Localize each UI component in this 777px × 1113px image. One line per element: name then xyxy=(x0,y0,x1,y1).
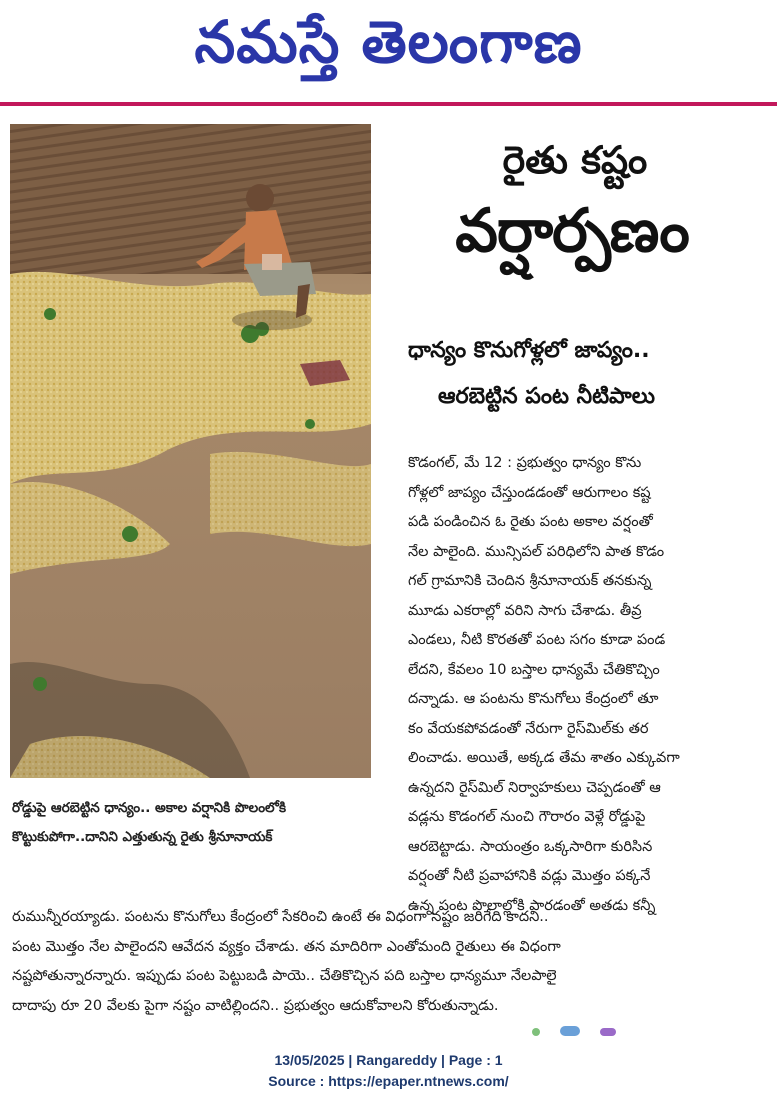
caption-line: రోడ్డుపై ఆరబెట్టిన ధాన్యం.. అకాల వర్షానికి పొలంలోకి xyxy=(12,800,287,816)
article-body-column xyxy=(408,449,763,921)
article-subheadline: ధాన్యం కొనుగోళ్లలో జాప్యం.. xyxy=(408,338,650,363)
edition-info: 13/05/2025 | Rangareddy | Page : 1 xyxy=(274,1052,503,1068)
newspaper-logo: నమస్తే తెలంగాణ xyxy=(194,8,583,76)
body-line: రుమున్నీరయ్యాడు. పంటను కొనుగోలు కేంద్రంలో సేకరించి ఉంటే ఈ విధంగా నష్టం జరిగేది కాదని.. xyxy=(12,909,549,925)
body-line: కొడంగల్, మే 12 : ప్రభుత్వం ధాన్యం కొను xyxy=(408,455,642,471)
article-headline: వర్షార్పణం xyxy=(455,196,689,266)
body-line: దాదాపు రూ 20 వేలకు పైగా నష్టం వాటిల్లిందని.. ప్రభుత్వం ఆదుకోవాలని కోరుతున్నాడు. xyxy=(12,997,499,1014)
article-body-full xyxy=(12,903,767,1021)
body-line: పడి పండించిన ఓ రైతు పంట అకాల వర్షంతో xyxy=(408,514,653,530)
body-line: మూడు ఎకరాల్లో వరిని సాగు చేశాడు. తీవ్ర xyxy=(408,602,642,619)
body-line: నేల పాలైంది. మున్సిపల్ పరిధిలోని పాత కొడం xyxy=(408,543,665,560)
body-line: ఎండలు, నీటి కొరతతో పంట సగం కూడా పండ xyxy=(408,632,666,648)
caption-line: కొట్టుకుపోగా..దానిని ఎత్తుతున్న రైతు శ్రీనూనాయక్ xyxy=(12,829,273,845)
decorative-mark xyxy=(530,1022,650,1036)
photo-caption xyxy=(12,794,392,852)
body-line: పంట మొత్తం నేల పాలైందని ఆవేదన వ్యక్తం చేశాడు. తన మాదిరిగా ఎంతోమంది రైతులు ఈ విధంగా xyxy=(12,938,561,955)
body-line: లించాడు. అయితే, అక్కడ తేమ శాతం ఎక్కువగా xyxy=(408,750,680,766)
body-line: వడ్లను కొడంగల్ నుంచి గౌరారం వెళ్లే రోడ్డుపై xyxy=(408,809,646,825)
body-line: గోళ్లలో జాప్యం చేస్తుండడంతో ఆరుగాలం కష్ట xyxy=(408,484,651,501)
article-subheadline: ఆరబెట్టిన పంట నీటిపాలు xyxy=(438,384,655,409)
masthead xyxy=(0,0,777,100)
article-photo xyxy=(10,124,371,778)
body-line: నష్టపోతున్నారన్నారు. ఇప్పుడు పంట పెట్టుబడి పాయె.. చేతికొచ్చిన పది బస్తాల ధాన్యమూ నేలపాలై xyxy=(12,968,557,984)
source-info: Source : https://epaper.ntnews.com/ xyxy=(268,1073,509,1089)
body-line: ఉన్నదని రైస్‌మిల్ నిర్వాహకులు చెప్పడంతో ఆ xyxy=(408,779,661,796)
body-line: ఉన్న పంట పొలాల్లోకి పారడంతో అతడు కన్నీ xyxy=(408,897,656,914)
body-line: లేదని, కేవలం 10 బస్తాల ధాన్యమే చేతికొచ్చిం xyxy=(408,661,660,678)
body-line: ఆరబెట్టాడు. సాయంత్రం ఒక్కసారిగా కురిసిన xyxy=(408,838,653,855)
body-line: కం వేయకపోవడంతో నేరుగా రైస్‌మిల్‌కు తర xyxy=(408,720,649,737)
body-line: వర్షంతో నీటి ప్రవాహానికి వడ్లు మొత్తం పక్కనే xyxy=(408,868,651,884)
body-line: గల్ గ్రామానికి చెందిన శ్రీనూనాయక్ తనకున్న xyxy=(408,573,652,589)
masthead-divider xyxy=(0,102,777,106)
body-line: దన్నాడు. ఆ పంటను కొనుగోలు కేంద్రంలో తూ xyxy=(408,691,659,707)
article-kicker: రైతు కష్టం xyxy=(502,138,648,182)
